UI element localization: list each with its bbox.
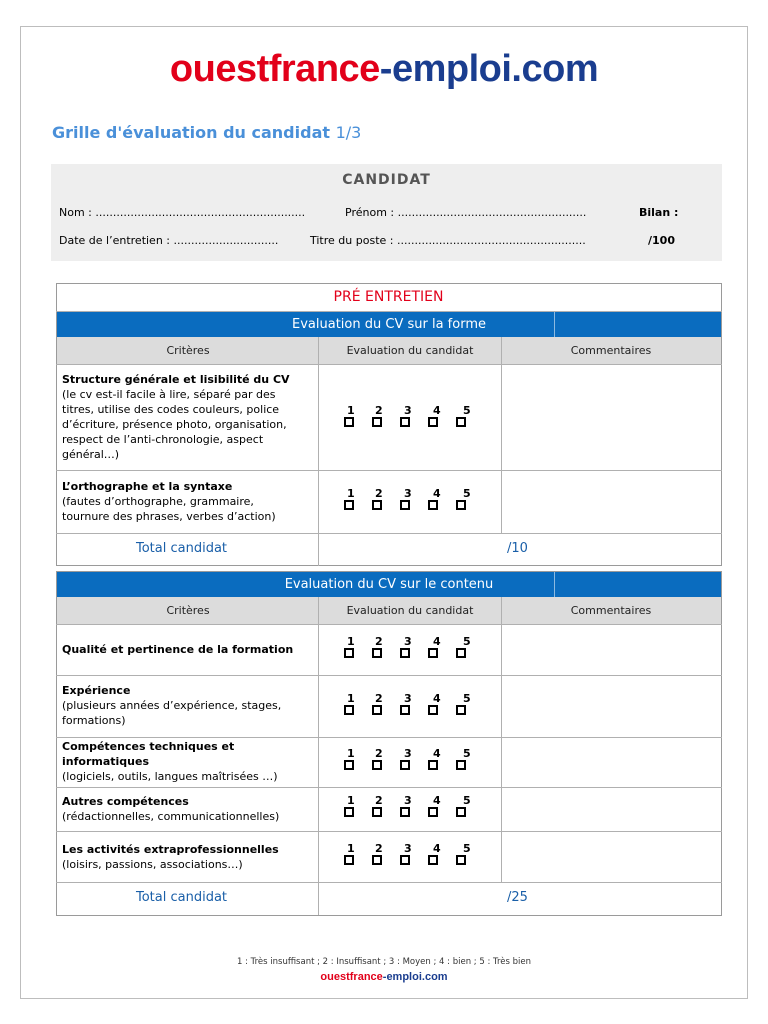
table-row xyxy=(62,683,314,728)
rating-number: 2 xyxy=(375,635,383,648)
page-number: 1/3 xyxy=(335,123,362,142)
rating-number: 1 xyxy=(347,692,355,705)
section2-total-label: Total candidat xyxy=(136,890,228,905)
rating-group xyxy=(344,692,474,704)
header-evaluation: Evaluation du candidat xyxy=(346,344,474,357)
rating-checkbox[interactable] xyxy=(372,855,382,865)
table-row xyxy=(62,842,314,872)
section2-total-value[interactable]: /25 xyxy=(507,890,528,905)
rating-number: 2 xyxy=(375,794,383,807)
criterion-desc: (fautes d’orthographe, grammaire, xyxy=(62,495,254,508)
title-text: Grille d'évaluation du candidat xyxy=(52,123,331,142)
rating-number: 3 xyxy=(404,747,412,760)
footer-logo xyxy=(0,971,768,983)
header-evaluation: Evaluation du candidat xyxy=(346,604,474,617)
criterion-desc: (loisirs, passions, associations…) xyxy=(62,858,243,871)
job-title-field[interactable]: Titre du poste : ...................................................... xyxy=(310,234,586,247)
criterion-title: Structure générale et lisibilité du CV xyxy=(62,373,290,386)
rating-number: 4 xyxy=(433,692,441,705)
section1-total-value[interactable]: /10 xyxy=(507,541,528,556)
rating-group xyxy=(344,404,474,416)
criterion-title: Qualité et pertinence de la formation xyxy=(62,643,294,656)
section2-header xyxy=(57,597,721,624)
section1-band-title: Evaluation du CV sur la forme xyxy=(292,317,486,332)
rating-number: 5 xyxy=(463,842,471,855)
rating-checkbox[interactable] xyxy=(428,500,438,510)
rating-number: 3 xyxy=(404,794,412,807)
rating-number: 4 xyxy=(433,404,441,417)
criterion-desc: d’écriture, présence photo, organisation, xyxy=(62,418,287,431)
rating-number: 5 xyxy=(463,747,471,760)
rating-checkbox[interactable] xyxy=(372,500,382,510)
rating-checkbox[interactable] xyxy=(400,760,410,770)
rating-number: 4 xyxy=(433,487,441,500)
rating-number: 2 xyxy=(375,692,383,705)
rating-number: 4 xyxy=(433,635,441,648)
rating-number: 1 xyxy=(347,635,355,648)
table-row xyxy=(62,739,314,784)
rating-checkbox[interactable] xyxy=(344,500,354,510)
bilan-label: Bilan : xyxy=(639,206,679,219)
rating-checkbox[interactable] xyxy=(400,648,410,658)
rating-numbers xyxy=(344,635,474,647)
rating-number: 1 xyxy=(347,794,355,807)
criterion-title: Expérience xyxy=(62,684,131,697)
criterion-title: Autres compétences xyxy=(62,795,189,808)
rating-checkbox[interactable] xyxy=(456,648,466,658)
rating-number: 2 xyxy=(375,842,383,855)
rating-checkbox[interactable] xyxy=(456,855,466,865)
header-criteres: Critères xyxy=(166,344,210,357)
table-row xyxy=(62,372,314,462)
logo-part2: -emploi.com xyxy=(379,48,599,90)
section1-band xyxy=(57,312,721,337)
rating-numbers xyxy=(344,794,474,806)
rating-checkbox[interactable] xyxy=(428,855,438,865)
criterion-desc: formations) xyxy=(62,714,126,727)
rating-numbers xyxy=(344,842,474,854)
header-commentaires: Commentaires xyxy=(570,604,652,617)
rating-checkbox[interactable] xyxy=(456,705,466,715)
section2-band xyxy=(57,572,721,597)
rating-checkbox[interactable] xyxy=(344,807,354,817)
rating-group xyxy=(344,794,474,806)
rating-numbers xyxy=(344,692,474,704)
pre-entretien-title: PRÉ ENTRETIEN xyxy=(333,289,444,305)
rating-numbers xyxy=(344,487,474,499)
criterion-desc: tournure des phrases, verbes d’action) xyxy=(62,510,276,523)
rating-number: 3 xyxy=(404,842,412,855)
rating-number: 5 xyxy=(463,404,471,417)
candidate-title: CANDIDAT xyxy=(342,172,431,188)
rating-checkbox[interactable] xyxy=(344,760,354,770)
rating-checkbox[interactable] xyxy=(344,855,354,865)
rating-group xyxy=(344,635,474,647)
rating-numbers xyxy=(344,404,474,416)
rating-group xyxy=(344,842,474,854)
rating-number: 5 xyxy=(463,635,471,648)
rating-number: 1 xyxy=(347,747,355,760)
rating-numbers xyxy=(344,747,474,759)
rating-checkbox[interactable] xyxy=(372,760,382,770)
rating-checkbox[interactable] xyxy=(400,807,410,817)
rating-checkbox[interactable] xyxy=(400,705,410,715)
rating-checkbox[interactable] xyxy=(400,855,410,865)
table-row xyxy=(62,794,314,824)
rating-checkbox[interactable] xyxy=(400,500,410,510)
rating-checkbox[interactable] xyxy=(344,705,354,715)
interview-date-field[interactable]: Date de l’entretien : .............................. xyxy=(59,234,279,247)
rating-number: 2 xyxy=(375,487,383,500)
rating-number: 5 xyxy=(463,487,471,500)
rating-number: 3 xyxy=(404,692,412,705)
logo-part1: ouestfrance xyxy=(169,48,380,90)
section1-total-label: Total candidat xyxy=(136,541,228,556)
criterion-desc: (logiciels, outils, langues maîtrisées …) xyxy=(62,770,278,783)
criterion-title-cont: informatiques xyxy=(62,755,149,768)
footer-logo-part2: -emploi.com xyxy=(382,971,448,983)
criterion-title: Compétences techniques et xyxy=(62,740,235,753)
criterion-desc: titres, utilise des codes couleurs, police xyxy=(62,403,280,416)
name-field[interactable]: Nom : ............................................................ xyxy=(59,206,306,219)
rating-checkbox[interactable] xyxy=(428,760,438,770)
section1-header xyxy=(57,337,721,364)
header-commentaires: Commentaires xyxy=(570,344,652,357)
rating-number: 2 xyxy=(375,747,383,760)
rating-checkbox[interactable] xyxy=(372,648,382,658)
rating-number: 1 xyxy=(347,487,355,500)
rating-checkbox[interactable] xyxy=(456,500,466,510)
criterion-desc: général…) xyxy=(62,448,120,461)
total-score-field[interactable]: /100 xyxy=(648,234,675,247)
rating-number: 3 xyxy=(404,635,412,648)
criterion-desc: (plusieurs années d’expérience, stages, xyxy=(62,699,282,712)
rating-number: 1 xyxy=(347,404,355,417)
header-criteres: Critères xyxy=(166,604,210,617)
rating-group xyxy=(344,487,474,499)
rating-checkbox[interactable] xyxy=(372,417,382,427)
rating-group xyxy=(344,747,474,759)
rating-number: 3 xyxy=(404,487,412,500)
rating-checkbox[interactable] xyxy=(428,417,438,427)
rating-number: 4 xyxy=(433,747,441,760)
rating-checkbox[interactable] xyxy=(428,648,438,658)
rating-checkbox[interactable] xyxy=(372,705,382,715)
rating-number: 2 xyxy=(375,404,383,417)
rating-checkbox[interactable] xyxy=(428,807,438,817)
table-row xyxy=(62,642,314,657)
rating-checkbox[interactable] xyxy=(428,705,438,715)
rating-legend: 1 : Très insuffisant ; 2 : Insuffisant ; 3 : Moyen ; 4 : bien ; 5 : Très bien xyxy=(236,957,532,967)
criterion-title: Les activités extraprofessionnelles xyxy=(62,843,279,856)
rating-checkbox[interactable] xyxy=(372,807,382,817)
rating-checkbox[interactable] xyxy=(456,417,466,427)
brand-logo xyxy=(0,48,768,91)
rating-number: 5 xyxy=(463,794,471,807)
criterion-desc: (le cv est-il facile à lire, séparé par des xyxy=(62,388,276,401)
rating-checkbox[interactable] xyxy=(400,417,410,427)
footer-logo-part1: ouestfrance xyxy=(320,971,383,983)
firstname-field[interactable]: Prénom : ...................................................... xyxy=(345,206,587,219)
rating-checkbox[interactable] xyxy=(456,807,466,817)
rating-number: 1 xyxy=(347,842,355,855)
rating-checkbox[interactable] xyxy=(344,417,354,427)
section2-band-title: Evaluation du CV sur le contenu xyxy=(284,577,494,592)
table-row xyxy=(62,479,314,524)
rating-number: 4 xyxy=(433,842,441,855)
rating-checkbox[interactable] xyxy=(456,760,466,770)
rating-number: 5 xyxy=(463,692,471,705)
criterion-desc: respect de l’anti-chronologie, aspect xyxy=(62,433,264,446)
criterion-title: L’orthographe et la syntaxe xyxy=(62,480,233,493)
rating-number: 3 xyxy=(404,404,412,417)
document-title xyxy=(52,123,361,142)
candidate-box xyxy=(51,164,722,261)
criterion-desc: (rédactionnelles, communicationnelles) xyxy=(62,810,280,823)
rating-number: 4 xyxy=(433,794,441,807)
rating-checkbox[interactable] xyxy=(344,648,354,658)
